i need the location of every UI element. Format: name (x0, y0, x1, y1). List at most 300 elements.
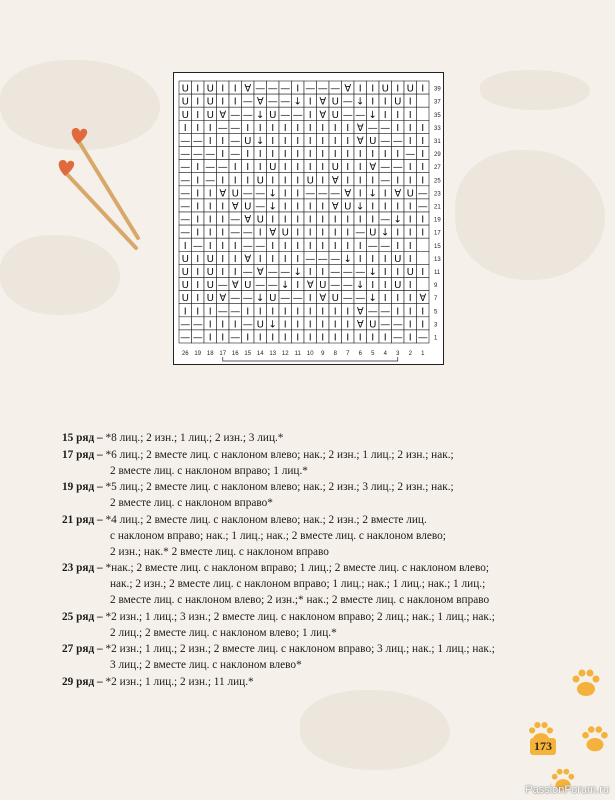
chart-symbol: I (333, 319, 337, 331)
row-17-entry (62, 448, 544, 480)
chart-symbol: I (233, 175, 237, 187)
chart-symbol: I (208, 306, 212, 318)
chart-symbol: I (383, 280, 387, 292)
row-27-entry (62, 642, 544, 674)
row-text: *6 лиц.; 2 вместе лиц. с наклоном влево; нак.; 2 изн.; 1 лиц.; 2 изн.; нак.; (105, 448, 454, 461)
chart-symbol: ∀ (244, 214, 252, 226)
chart-symbol: ∀ (256, 96, 264, 108)
chart-symbol: I (208, 227, 212, 239)
chart-symbol: — (305, 188, 316, 200)
chart-symbol: I (196, 227, 200, 239)
chart-symbol: I (233, 253, 237, 265)
chart-symbol: U (181, 96, 189, 108)
chart-symbol: I (283, 136, 287, 147)
chart-symbol: ∀ (256, 267, 264, 278)
chart-symbol: — (292, 293, 303, 305)
chart-symbol: — (280, 293, 291, 305)
chart-col-number: 3 (396, 351, 400, 357)
chart-symbol: I (183, 306, 187, 318)
chart-symbol: — (392, 162, 403, 174)
chart-symbol: ∀ (231, 201, 239, 213)
chart-symbol: — (255, 188, 266, 200)
chart-symbol: I (296, 149, 300, 161)
chart-symbol: — (380, 136, 391, 147)
chart-symbol: U (231, 188, 239, 200)
chart-symbol: U (406, 188, 414, 200)
chart-symbol: U (394, 280, 402, 292)
chart-symbol: I (221, 227, 225, 239)
chart-col-number: 4 (383, 351, 387, 357)
chart-symbol: I (246, 306, 250, 318)
chart-symbol: — (242, 293, 253, 305)
chart-row-number: 21 (434, 204, 441, 211)
chart-symbol: I (333, 214, 337, 226)
chart-symbol: — (280, 96, 291, 108)
chart-symbol: I (296, 253, 300, 265)
chart-symbol: ∀ (331, 175, 339, 187)
chart-symbol: I (308, 214, 312, 226)
chart-symbol: U (244, 201, 252, 213)
chart-symbol: I (258, 122, 262, 134)
chart-symbol: — (392, 136, 403, 147)
chart-symbol: I (183, 122, 187, 134)
chart-row-number: 11 (434, 270, 441, 276)
chart-symbol: U (269, 293, 277, 305)
chart-row-number: 31 (434, 139, 441, 145)
chart-symbol: I (421, 136, 425, 147)
row-label: 23 ряд – (62, 562, 103, 575)
chart-symbol: ∀ (419, 293, 427, 305)
chart-symbol: ∀ (319, 109, 327, 121)
chart-symbol: — (217, 122, 228, 134)
chart-symbol: — (355, 227, 366, 239)
chart-symbol: I (358, 253, 362, 265)
chart-symbol: I (308, 293, 312, 305)
chart-symbol: I (371, 280, 375, 292)
row-text: 2 вместе лиц. с наклоном вправо; 1 лиц.* (110, 464, 308, 477)
chart-cell (417, 251, 430, 264)
chart-col-number: 19 (194, 351, 202, 357)
chart-symbol: I (283, 175, 287, 187)
chart-symbol: I (271, 149, 275, 161)
chart-symbol: I (308, 201, 312, 213)
row-text: *нак.; 2 вместе лиц. с наклоном вправо; 1 лиц.; 2 вместе лиц. с наклоном влево; (105, 562, 489, 575)
chart-symbol: I (396, 293, 400, 305)
chart-symbol: U (181, 253, 189, 265)
chart-symbol: I (346, 306, 350, 318)
chart-symbol: I (346, 175, 350, 187)
map-background (300, 690, 450, 770)
chart-symbol: — (367, 306, 378, 318)
chart-symbol: I (233, 319, 237, 331)
chart-symbol: I (271, 332, 275, 344)
chart-symbol: ∀ (394, 188, 402, 200)
chart-symbol: I (196, 83, 200, 95)
chart-symbol: I (246, 175, 250, 187)
chart-row-number: 17 (434, 230, 441, 237)
chart-symbol: I (196, 280, 200, 292)
chart-symbol: I (208, 332, 212, 344)
chart-symbol: I (308, 162, 312, 174)
chart-row-number: 9 (434, 283, 438, 290)
chart-symbol: I (346, 240, 350, 252)
chart-row-number: 39 (434, 86, 441, 93)
watermark: PassionForum.ru (525, 784, 609, 796)
chart-row-number: 19 (434, 217, 441, 224)
chart-symbol: — (255, 83, 266, 95)
row-23-entry (62, 561, 544, 608)
chart-symbol: U (281, 227, 289, 239)
chart-symbol: U (206, 83, 214, 95)
chart-symbol: I (408, 162, 412, 174)
chart-symbol: U (331, 293, 339, 305)
chart-symbol: I (346, 214, 350, 226)
chart-symbol: ∀ (344, 188, 352, 200)
chart-symbol: I (258, 306, 262, 318)
chart-symbol: I (246, 332, 250, 344)
chart-symbol: ↓ (256, 136, 265, 147)
chart-symbol: I (296, 162, 300, 174)
page-number: 173 (530, 738, 556, 755)
chart-symbol: I (296, 306, 300, 318)
chart-symbol: I (358, 188, 362, 200)
chart-symbol: I (321, 122, 325, 134)
chart-symbol: I (421, 149, 425, 161)
chart-symbol: I (333, 332, 337, 344)
chart-symbol: — (330, 267, 341, 278)
chart-symbol: U (381, 83, 389, 95)
chart-symbol: — (380, 122, 391, 134)
chart-symbol: I (346, 162, 350, 174)
chart-symbol: I (196, 175, 200, 187)
chart-cell (417, 278, 430, 291)
chart-symbol: ∀ (344, 83, 352, 95)
row-instructions (62, 431, 544, 692)
chart-symbol: I (221, 136, 225, 147)
chart-symbol: I (408, 293, 412, 305)
chart-symbol: — (217, 162, 228, 174)
chart-symbol: I (258, 332, 262, 344)
chart-symbol: — (380, 162, 391, 174)
chart-symbol: ↓ (356, 96, 365, 108)
chart-symbol: I (396, 175, 400, 187)
chart-symbol: I (271, 306, 275, 318)
chart-symbol: U (394, 96, 402, 108)
chart-symbol: I (358, 175, 362, 187)
chart-symbol: I (321, 162, 325, 174)
chart-symbol: I (208, 188, 212, 200)
chart-symbol: — (180, 149, 191, 161)
chart-symbol: — (180, 332, 191, 344)
chart-symbol: I (271, 240, 275, 252)
chart-symbol: — (392, 332, 403, 344)
knitting-chart (173, 72, 444, 365)
chart-symbol: — (217, 306, 228, 318)
chart-symbol: I (221, 332, 225, 344)
chart-symbol: I (396, 109, 400, 121)
chart-symbol: I (208, 214, 212, 226)
chart-symbol: — (305, 83, 316, 95)
chart-symbol: — (255, 240, 266, 252)
chart-symbol: I (208, 240, 212, 252)
chart-symbol: ∀ (356, 122, 364, 134)
chart-col-number: 18 (206, 351, 214, 357)
row-label: 15 ряд – (62, 432, 103, 444)
chart-symbol: I (233, 83, 237, 95)
chart-symbol: — (242, 227, 253, 239)
chart-symbol: I (383, 253, 387, 265)
chart-symbol: I (233, 162, 237, 174)
chart-symbol: ∀ (219, 188, 227, 200)
chart-symbol: I (196, 188, 200, 200)
chart-symbol: I (296, 214, 300, 226)
chart-symbol: I (283, 214, 287, 226)
chart-symbol: — (230, 214, 241, 226)
chart-symbol: U (344, 201, 352, 213)
chart-symbol: — (255, 280, 266, 292)
chart-symbol: I (196, 122, 200, 134)
chart-symbol: I (408, 280, 412, 292)
chart-symbol: ∀ (356, 136, 364, 147)
chart-symbol: I (246, 122, 250, 134)
chart-symbol: I (321, 136, 325, 147)
chart-symbol: — (355, 293, 366, 305)
chart-symbol: I (283, 201, 287, 213)
chart-symbol: I (258, 162, 262, 174)
chart-symbol: ∀ (244, 83, 252, 95)
chart-symbol: — (267, 83, 278, 95)
chart-symbol: ∀ (219, 109, 227, 121)
chart-symbol: — (230, 109, 241, 121)
chart-symbol: I (421, 306, 425, 318)
chart-symbol: U (244, 136, 252, 147)
chart-symbol: U (256, 175, 264, 187)
chart-symbol: I (208, 319, 212, 331)
chart-symbol: — (267, 267, 278, 278)
chart-symbol: I (358, 240, 362, 252)
chart-symbol: — (367, 122, 378, 134)
chart-symbol: — (267, 96, 278, 108)
chart-symbol: I (383, 188, 387, 200)
chart-symbol: — (242, 109, 253, 121)
chart-symbol: I (383, 332, 387, 344)
chart-symbol: I (308, 227, 312, 239)
chart-symbol: — (242, 240, 253, 252)
chart-symbol: I (196, 201, 200, 213)
chart-symbol: I (296, 188, 300, 200)
map-background (480, 70, 590, 110)
chart-symbol: — (342, 267, 353, 278)
chart-symbol: I (321, 175, 325, 187)
chart-symbol: U (206, 109, 214, 121)
chart-symbol: U (319, 280, 327, 292)
chart-symbol: U (269, 162, 277, 174)
chart-symbol: — (330, 280, 341, 292)
chart-symbol: U (269, 109, 277, 121)
chart-symbol: I (296, 136, 300, 147)
chart-symbol: I (283, 306, 287, 318)
chart-row-number: 15 (434, 243, 441, 250)
chart-symbol: I (221, 267, 225, 278)
chart-symbol: U (244, 280, 252, 292)
chart-symbol: I (296, 319, 300, 331)
chart-symbol: I (383, 267, 387, 278)
chart-row-number: 3 (434, 322, 438, 329)
chart-symbol: — (205, 162, 216, 174)
chart-symbol: U (369, 319, 377, 331)
chart-symbol: — (255, 201, 266, 213)
row-label: 29 ряд – (62, 675, 103, 688)
chart-symbol: I (371, 83, 375, 95)
chart-symbol: I (308, 267, 312, 278)
chart-symbol: I (408, 136, 412, 147)
chart-symbol: — (342, 280, 353, 292)
chart-symbol: I (283, 240, 287, 252)
chart-symbol: I (321, 319, 325, 331)
chart-symbol: I (221, 149, 225, 161)
chart-symbol: I (408, 332, 412, 344)
map-background (455, 150, 605, 280)
chart-symbol: — (305, 253, 316, 265)
chart-symbol: — (180, 188, 191, 200)
chart-symbol: I (321, 201, 325, 213)
chart-symbol: I (308, 319, 312, 331)
chart-symbol: I (246, 162, 250, 174)
chart-symbol: I (296, 240, 300, 252)
repeat-bracket (223, 357, 398, 361)
chart-symbol: ↓ (293, 267, 302, 278)
chart-symbol: ∀ (244, 253, 252, 265)
chart-symbol: I (271, 122, 275, 134)
chart-symbol: I (321, 149, 325, 161)
chart-symbol: ↓ (356, 280, 365, 292)
chart-symbol: I (221, 96, 225, 108)
chart-col-number: 15 (244, 351, 252, 357)
chart-symbol: — (380, 240, 391, 252)
chart-symbol: — (380, 319, 391, 331)
chart-symbol: I (196, 267, 200, 278)
chart-symbol: — (380, 175, 391, 187)
chart-row-number: 33 (434, 125, 441, 132)
chart-symbol: I (383, 149, 387, 161)
chart-symbol: I (358, 83, 362, 95)
chart-symbol: I (346, 136, 350, 147)
chart-symbol: I (283, 149, 287, 161)
chart-symbol: I (371, 96, 375, 108)
chart-symbol: I (283, 122, 287, 134)
chart-symbol: I (221, 175, 225, 187)
chart-symbol: ↓ (368, 109, 377, 121)
chart-symbol: I (396, 306, 400, 318)
chart-col-number: 11 (294, 351, 301, 357)
chart-symbol: ∀ (319, 293, 327, 305)
chart-symbol: — (342, 293, 353, 305)
chart-symbol: — (180, 227, 191, 239)
chart-symbol: — (380, 306, 391, 318)
chart-symbol: I (308, 96, 312, 108)
row-29-entry (62, 675, 544, 691)
chart-symbol: I (321, 332, 325, 344)
chart-symbol: I (296, 201, 300, 213)
chart-symbol: I (296, 83, 300, 95)
chart-symbol: ∀ (319, 96, 327, 108)
chart-symbol: — (180, 162, 191, 174)
chart-symbol: U (406, 83, 414, 95)
chart-symbol: — (180, 319, 191, 331)
chart-symbol: — (317, 188, 328, 200)
row-text: *4 лиц.; 2 вместе лиц. с наклоном влево; нак.; 2 изн.; 2 вместе лиц. (105, 513, 427, 526)
chart-symbol: U (369, 227, 377, 239)
chart-symbol: U (206, 253, 214, 265)
chart-symbol: I (371, 253, 375, 265)
chart-symbol: — (317, 253, 328, 265)
chart-symbol: — (242, 267, 253, 278)
chart-symbol: I (221, 319, 225, 331)
chart-symbol: I (408, 96, 412, 108)
chart-symbol: — (192, 240, 203, 252)
chart-symbol: I (308, 122, 312, 134)
chart-symbol: U (256, 214, 264, 226)
chart-symbol: I (258, 149, 262, 161)
chart-symbol: I (196, 96, 200, 108)
chart-symbol: I (283, 162, 287, 174)
chart-symbol: — (180, 201, 191, 213)
chart-symbol: — (180, 136, 191, 147)
chart-symbol: ↓ (268, 201, 277, 213)
chart-symbol: I (408, 319, 412, 331)
chart-symbol: ∀ (231, 280, 239, 292)
chart-row-number: 7 (434, 296, 438, 303)
chart-symbol: U (181, 293, 189, 305)
chart-symbol: I (196, 293, 200, 305)
chart-symbol: I (396, 83, 400, 95)
chart-symbol: I (271, 136, 275, 147)
chart-symbol: I (321, 240, 325, 252)
chart-symbol: — (180, 214, 191, 226)
chart-symbol: I (358, 149, 362, 161)
chart-symbol: I (383, 293, 387, 305)
chart-symbol: — (242, 96, 253, 108)
chart-symbol: ∀ (369, 162, 377, 174)
chart-row-number: 1 (434, 335, 438, 342)
chart-symbol: ↓ (381, 227, 390, 239)
chart-symbol: I (233, 240, 237, 252)
chart-symbol: U (206, 293, 214, 305)
chart-symbol: I (308, 240, 312, 252)
chart-symbol: I (408, 227, 412, 239)
row-text: *2 изн.; 1 лиц.; 2 изн.; 2 вместе лиц. с наклоном вправо; 3 лиц.; нак.; 1 лиц.; нак.; (105, 643, 495, 656)
chart-symbol: — (280, 83, 291, 95)
chart-symbol: U (181, 109, 189, 121)
paw-print-icon (578, 722, 612, 756)
chart-symbol: I (346, 122, 350, 134)
row-text: *8 лиц.; 2 изн.; 1 лиц.; 2 изн.; 3 лиц.* (105, 432, 284, 444)
chart-symbol: I (421, 227, 425, 239)
chart-col-number: 9 (321, 351, 325, 357)
chart-symbol: I (408, 175, 412, 187)
chart-col-number: 26 (181, 351, 189, 357)
chart-symbol: — (342, 109, 353, 121)
chart-symbol: U (206, 96, 214, 108)
chart-symbol: I (358, 214, 362, 226)
chart-row-number: 37 (434, 99, 441, 106)
chart-symbol: I (283, 319, 287, 331)
row-label: 21 ряд – (62, 513, 103, 526)
row-text: 2 лиц.; 2 вместе лиц. с наклоном влево; 1 лиц.* (110, 626, 337, 639)
chart-symbol: I (346, 149, 350, 161)
chart-symbol: I (258, 253, 262, 265)
chart-col-number: 5 (371, 351, 375, 357)
